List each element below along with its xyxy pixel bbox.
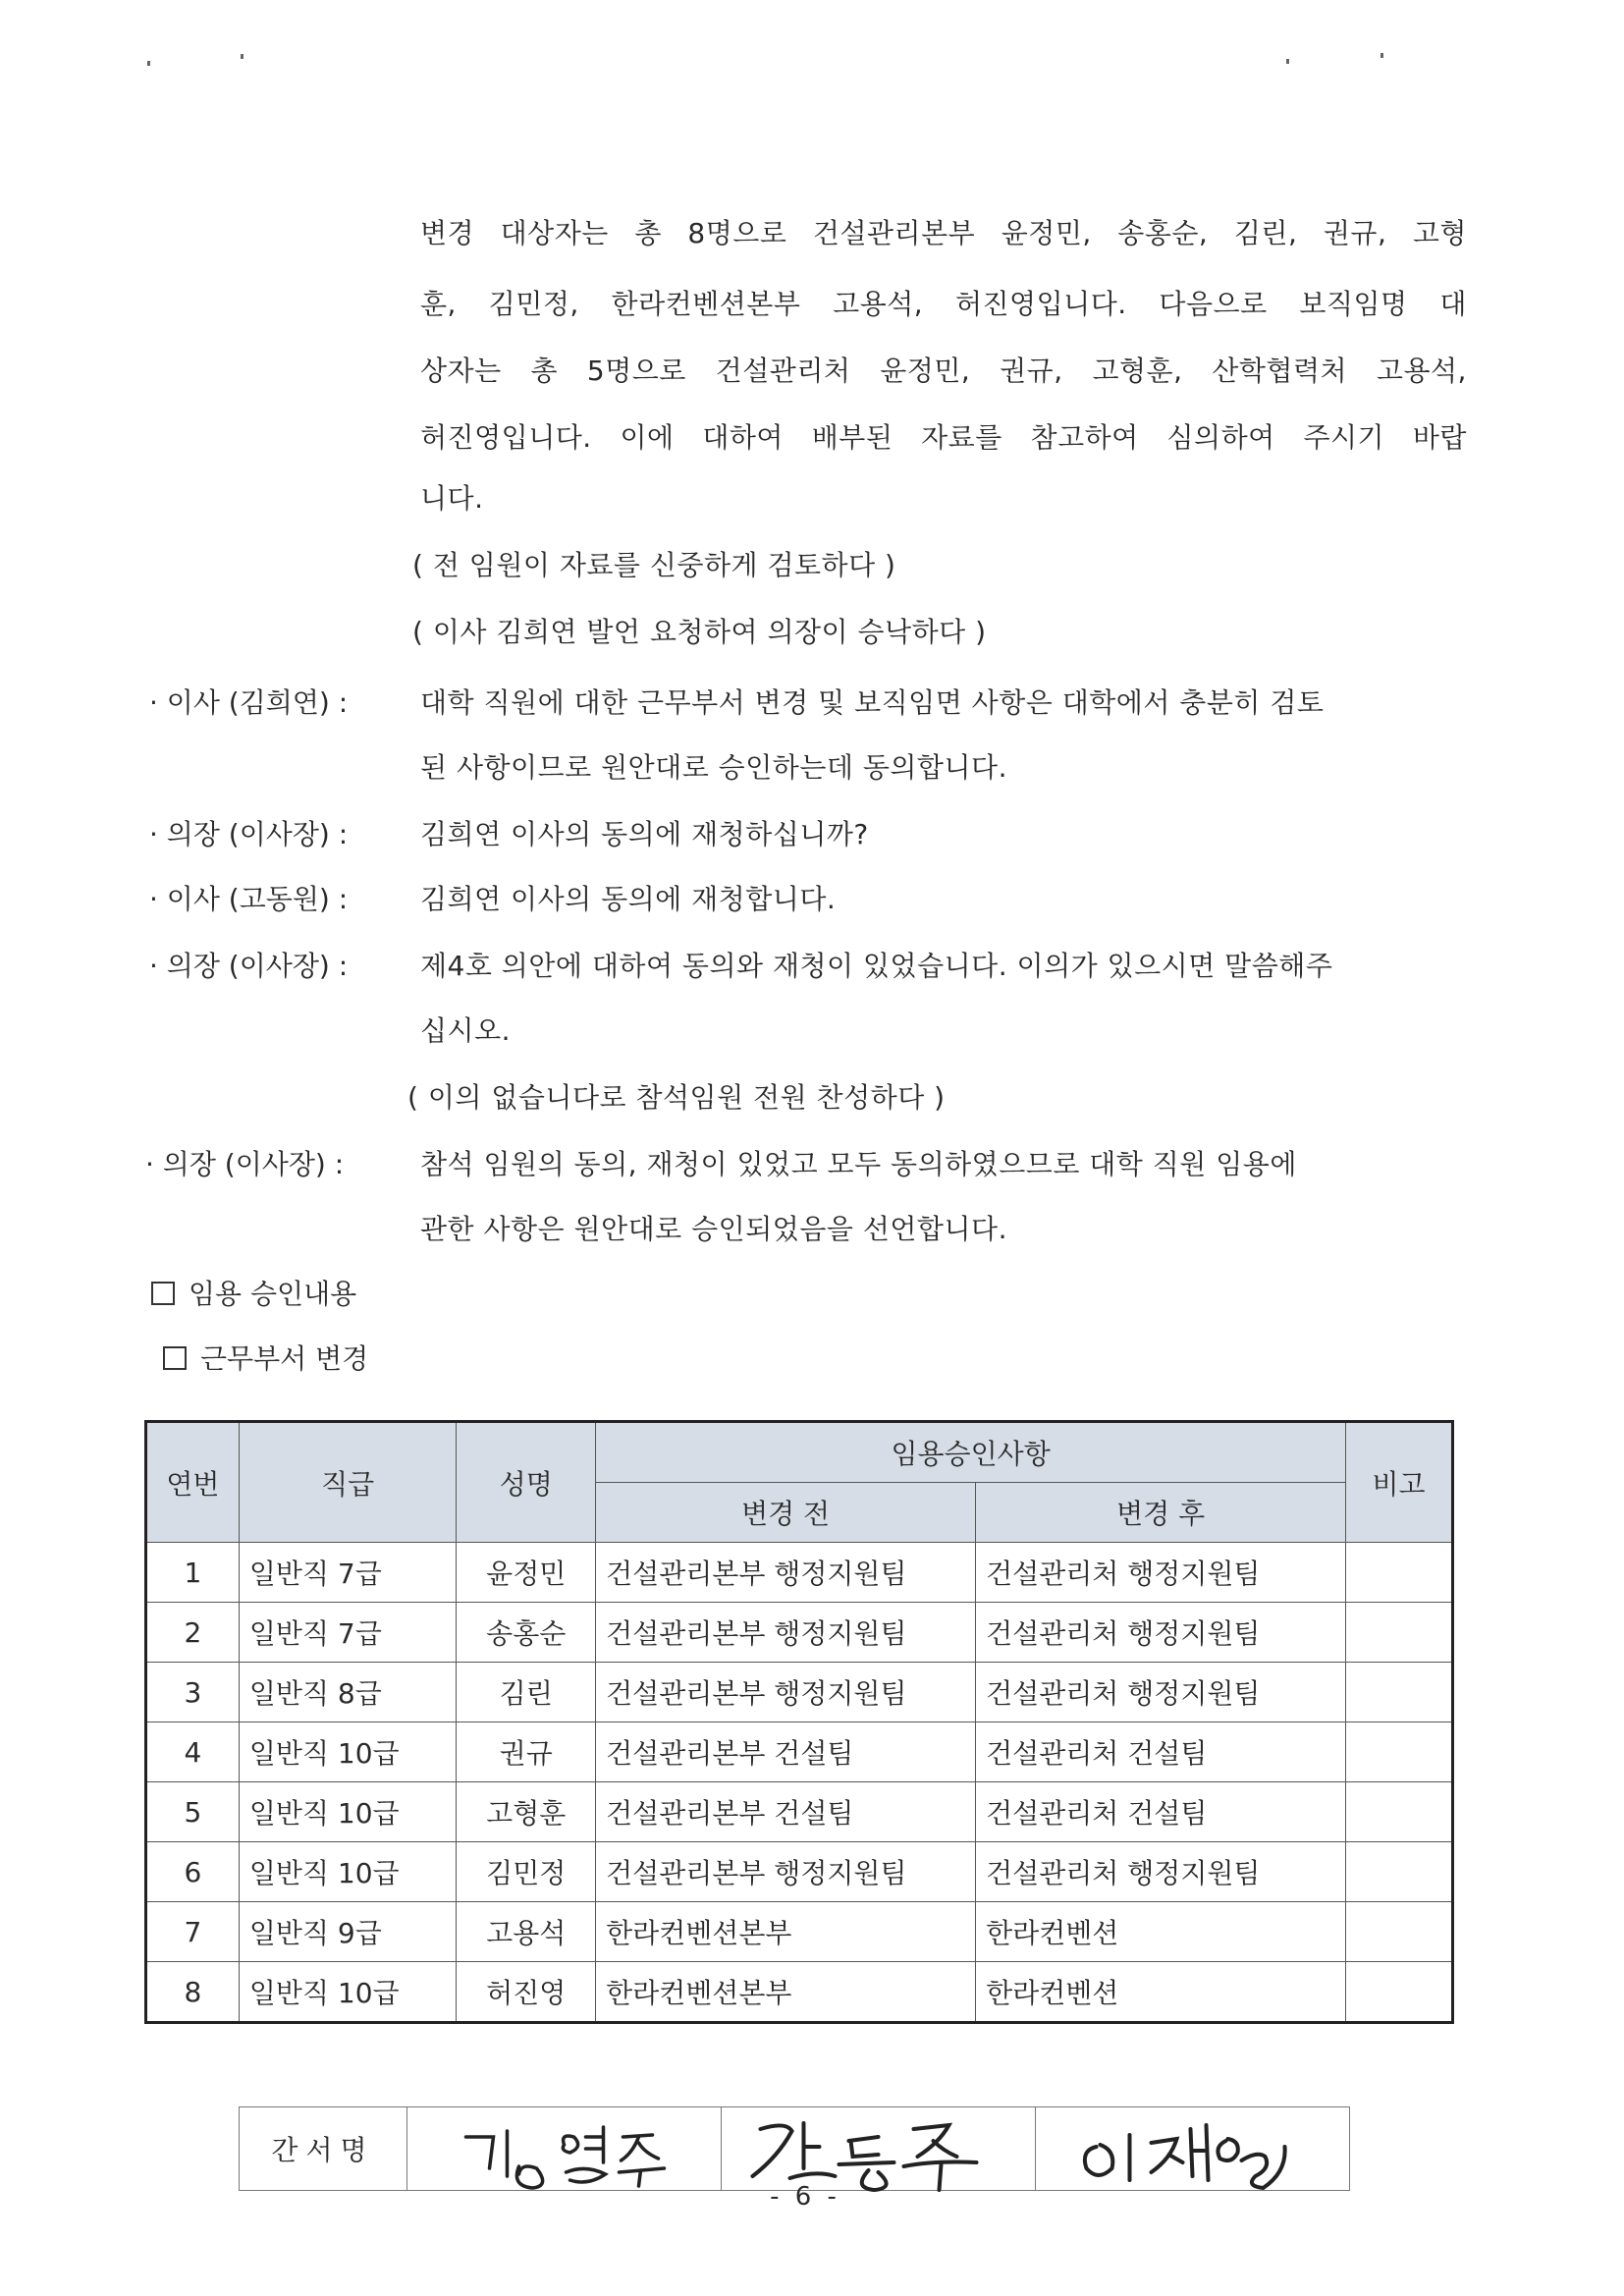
remark-line: 십시오. (420, 1014, 512, 1047)
cell-note (1346, 1663, 1453, 1722)
remark-line: 참석 임원의 동의, 재청이 있었고 모두 동의하였으므로 대학 직원 임용에 (420, 1148, 1297, 1180)
cell-note (1346, 1782, 1453, 1842)
cell-before: 건설관리본부 행정지원팀 (596, 1663, 976, 1722)
cell-after: 한라컨벤션 (976, 1962, 1346, 2023)
remark-line: 김희연 이사의 동의에 재청하십니까? (420, 818, 869, 850)
handwritten-signature-icon (722, 2107, 1035, 2190)
speaker-label: · 의장 (이사장) : (149, 818, 349, 850)
word: 김민정, (488, 288, 579, 320)
header-before: 변경 전 (596, 1483, 976, 1543)
word: 이에 (620, 421, 675, 454)
paragraph-line (420, 214, 1467, 253)
scan-dot (1286, 59, 1289, 64)
cell-note (1346, 1902, 1453, 1962)
word: 고용석, (1376, 355, 1467, 387)
header-note: 비고 (1346, 1422, 1453, 1543)
table-row (146, 1603, 1453, 1663)
word: 대하여 (702, 421, 784, 454)
cell-after: 건설관리처 행정지원팀 (976, 1663, 1346, 1722)
signature-box (239, 2106, 1350, 2191)
table-row (146, 1962, 1453, 2023)
word: 건설관리처 (715, 355, 851, 387)
word: 상자는 (420, 355, 502, 387)
scan-dot (241, 54, 244, 59)
word: 다음으로 (1159, 288, 1268, 320)
word: 훈, (420, 288, 457, 320)
table-row (146, 1902, 1453, 1962)
remark-line: 된 사항이므로 원안대로 승인하는데 동의합니다. (420, 751, 1007, 784)
header-group: 임용승인사항 (596, 1422, 1346, 1483)
paragraph-line (420, 352, 1467, 391)
paragraph-line (420, 418, 1467, 458)
cell-no: 4 (146, 1722, 240, 1782)
appointment-table (144, 1420, 1454, 2024)
word: 윤정민, (1001, 217, 1092, 249)
cell-note (1346, 1603, 1453, 1663)
cell-after: 한라컨벤션 (976, 1902, 1346, 1962)
table-row (146, 1782, 1453, 1842)
cell-before: 건설관리본부 건설팀 (596, 1722, 976, 1782)
table-row (146, 1842, 1453, 1902)
cell-grade: 일반직 7급 (239, 1603, 457, 1663)
speaker-label: · 의장 (이사장) : (145, 1148, 345, 1180)
cell-before: 한라컨벤션본부 (596, 1902, 976, 1962)
word: 보직임명 (1299, 288, 1408, 320)
cell-note (1346, 1962, 1453, 2023)
word: 5명으로 (586, 355, 686, 387)
remark-line: 관한 사항은 원안대로 승인되었음을 선언합니다. (420, 1213, 1007, 1245)
cell-before: 한라컨벤션본부 (596, 1962, 976, 2023)
table-row (146, 1543, 1453, 1603)
word: 고형훈, (1092, 355, 1183, 387)
word: 대 (1439, 288, 1467, 320)
checkbox-square-icon (163, 1346, 187, 1370)
cell-note (1346, 1722, 1453, 1782)
table-row (146, 1663, 1453, 1722)
cell-grade: 일반직 8급 (239, 1663, 457, 1722)
word: 송홍순, (1117, 217, 1209, 249)
word: 바랍 (1412, 421, 1467, 454)
remark-line: 김희연 이사의 동의에 재청합니다. (420, 883, 837, 915)
cell-name: 고형훈 (457, 1782, 596, 1842)
cell-no: 3 (146, 1663, 240, 1722)
heading-dept-change: 근무부서 변경 (163, 1339, 368, 1379)
word: 고형 (1412, 217, 1467, 249)
cell-grade: 일반직 9급 (239, 1902, 457, 1962)
checkbox-square-icon (151, 1282, 175, 1305)
signature-1 (407, 2107, 722, 2190)
handwritten-signature-icon (407, 2107, 721, 2190)
cell-name: 김린 (457, 1663, 596, 1722)
cell-before: 건설관리본부 건설팀 (596, 1782, 976, 1842)
word: 심의하여 (1166, 421, 1275, 454)
header-no: 연번 (146, 1422, 240, 1543)
speaker-label: · 의장 (이사장) : (149, 950, 349, 982)
handwritten-signature-icon (1036, 2107, 1349, 2190)
heading-approval-contents: 임용 승인내용 (151, 1275, 356, 1314)
cell-no: 5 (146, 1782, 240, 1842)
remark-line: 제4호 의안에 대하여 동의와 재청이 있었습니다. 이의가 있으시면 말씀해주 (420, 950, 1333, 982)
cell-after: 건설관리처 행정지원팀 (976, 1603, 1346, 1663)
cell-no: 8 (146, 1962, 240, 2023)
cell-before: 건설관리본부 행정지원팀 (596, 1603, 976, 1663)
word: 허진영입니다. (954, 288, 1127, 320)
cell-after: 건설관리처 건설팀 (976, 1782, 1346, 1842)
header-grade: 직급 (239, 1422, 457, 1543)
table-row (146, 1722, 1453, 1782)
cell-grade: 일반직 10급 (239, 1782, 457, 1842)
word: 배부된 (811, 421, 893, 454)
cell-before: 건설관리본부 행정지원팀 (596, 1842, 976, 1902)
paragraph-line: 니다. (420, 482, 484, 515)
word: 대상자는 (500, 217, 609, 249)
cell-no: 6 (146, 1842, 240, 1902)
cell-name: 고용석 (457, 1902, 596, 1962)
word: 한라컨벤션본부 (611, 288, 801, 320)
word: 8명으로 (687, 217, 787, 249)
cell-name: 윤정민 (457, 1543, 596, 1603)
cell-after: 건설관리처 행정지원팀 (976, 1842, 1346, 1902)
stage-note-approval: ( 이의 없습니다로 참석임원 전원 찬성하다 ) (407, 1081, 946, 1114)
word: 자료를 (921, 421, 1002, 454)
signature-label: 간서명 (240, 2107, 407, 2190)
cell-note (1346, 1543, 1453, 1603)
signature-2 (722, 2107, 1036, 2190)
word: 총 (530, 355, 559, 387)
word: 김린, (1233, 217, 1298, 249)
remark-line: 대학 직원에 대한 근무부서 변경 및 보직임면 사항은 대학에서 충분히 검토 (420, 686, 1325, 719)
cell-grade: 일반직 10급 (239, 1962, 457, 2023)
cell-grade: 일반직 10급 (239, 1842, 457, 1902)
cell-grade: 일반직 7급 (239, 1543, 457, 1603)
speaker-label: · 이사 (김희연) : (149, 686, 349, 719)
word: 산학협력처 (1212, 355, 1348, 387)
word: 주시기 (1303, 421, 1385, 454)
header-name: 성명 (457, 1422, 596, 1543)
scan-dot (1380, 53, 1383, 58)
word: 고용석, (833, 288, 924, 320)
cell-name: 권규 (457, 1722, 596, 1782)
word: 권규, (1323, 217, 1387, 249)
cell-name: 송홍순 (457, 1603, 596, 1663)
cell-name: 허진영 (457, 1962, 596, 2023)
paragraph-line (420, 285, 1467, 324)
word: 변경 (420, 217, 475, 249)
cell-name: 김민정 (457, 1842, 596, 1902)
word: 권규, (1000, 355, 1063, 387)
word: 허진영입니다. (420, 421, 592, 454)
cell-no: 1 (146, 1543, 240, 1603)
word: 총 (634, 217, 662, 249)
cell-no: 7 (146, 1902, 240, 1962)
page-number: - 6 - (770, 2182, 840, 2212)
word: 참고하여 (1030, 421, 1139, 454)
cell-after: 건설관리처 건설팀 (976, 1722, 1346, 1782)
scan-dot (147, 61, 150, 66)
cell-no: 2 (146, 1603, 240, 1663)
speaker-label: · 이사 (고동원) : (149, 883, 349, 915)
cell-grade: 일반직 10급 (239, 1722, 457, 1782)
signature-3 (1036, 2107, 1349, 2190)
cell-after: 건설관리처 행정지원팀 (976, 1543, 1346, 1603)
word: 건설관리본부 (812, 217, 976, 249)
header-after: 변경 후 (976, 1483, 1346, 1543)
stage-note-review: ( 전 임원이 자료를 신중하게 검토하다 ) (412, 549, 896, 581)
stage-note-request: ( 이사 김희연 발언 요청하여 의장이 승낙하다 ) (412, 616, 987, 648)
cell-note (1346, 1842, 1453, 1902)
word: 윤정민, (880, 355, 971, 387)
cell-before: 건설관리본부 행정지원팀 (596, 1543, 976, 1603)
